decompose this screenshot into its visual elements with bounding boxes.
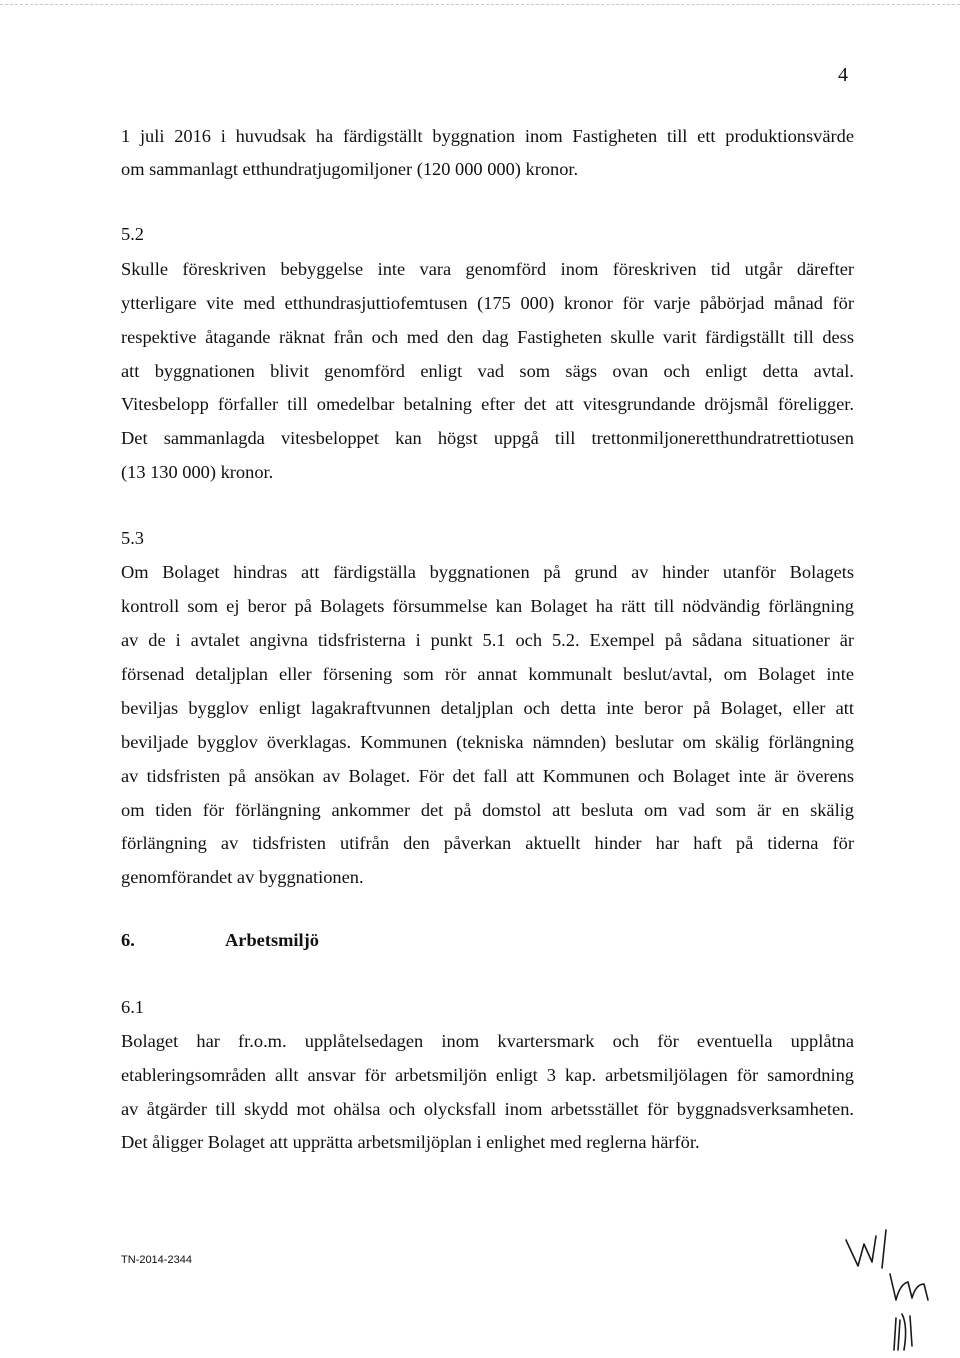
section-5-3-line: försenad detaljplan eller försening som rör annat kommunalt beslut/avtal, om Bolaget inte [121,664,854,684]
page-top-edge [0,4,960,5]
section-5-3-line: av de i avtalet angivna tidsfristerna i punkt 5.1 och 5.2. Exempel på sådana situationer är [121,630,854,650]
section-5-2-line: Det sammanlagda vitesbeloppet kan högst uppgå till trettonmiljoneretthundratrettiotusen [121,428,854,448]
intro-line-2: om sammanlagt etthundratjugomiljoner (120 000 000) kronor. [121,159,579,179]
section-5-2-line: respektive åtagande räknat från och med den dag Fastigheten skulle varit färdigställt till dess [121,327,854,347]
intro-line-1: 1 juli 2016 i huvudsak ha färdigställt byggnation inom Fastigheten till ett produktionsvärde [121,126,854,146]
section-5-2-line: ytterligare vite med etthundrasjuttiofemtusen (175 000) kronor för varje påbörjad månad för [121,293,854,313]
section-5-3-line: om tiden för förlängning ankommer det på domstol att besluta om vad som är en skälig [121,800,854,820]
section-5-3-line: beviljas bygglov enligt lagakraftvunnen detaljplan och detta inte beror på Bolaget, eller att [121,698,854,718]
section-5-3-line: kontroll som ej beror på Bolagets försummelse kan Bolaget ha rätt till nödvändig förlängning [121,596,854,616]
section-6-title: Arbetsmiljö [225,930,319,950]
section-5-3-line: av tidsfristen på ansökan av Bolaget. För det fall att Kommunen och Bolaget inte är överens [121,766,854,786]
page-number: 4 [838,64,848,86]
section-6-1-line: av åtgärder till skydd mot ohälsa och olycksfall inom arbetsstället för byggnadsverksamheten. [121,1099,854,1119]
section-6-1-line: etableringsområden allt ansvar för arbetsmiljön enligt 3 kap. arbetsmiljölagen för samordning [121,1065,854,1085]
handwritten-initials [838,1218,938,1354]
initials-stroke-2 [882,1230,886,1268]
section-5-2-line: (13 130 000) kronor. [121,462,274,482]
section-5-3-number: 5.3 [121,528,144,548]
initials-stroke-3 [890,1274,928,1300]
section-6-number: 6. [121,930,135,950]
section-6-1-number: 6.1 [121,997,144,1017]
initials-stroke-4 [894,1314,912,1350]
section-5-2-line: Skulle föreskriven bebyggelse inte vara genomförd inom föreskriven tid utgår därefter [121,259,854,279]
section-5-2-number: 5.2 [121,224,144,244]
document-code: TN-2014-2344 [121,1254,192,1266]
section-5-3-line: Om Bolaget hindras att färdigställa byggnationen på grund av hinder utanför Bolagets [121,562,854,582]
section-5-3-line: beviljade bygglov överklagas. Kommunen (tekniska nämnden) beslutar om skälig förlängning [121,732,854,752]
section-5-3-line: genomförandet av byggnationen. [121,867,364,887]
section-5-2-line: Vitesbelopp förfaller till omedelbar betalning efter det att vitesgrundande dröjsmål föreligger. [121,394,854,414]
section-5-2-line: att byggnationen blivit genomförd enligt vad som sägs ovan och enligt detta avtal. [121,361,854,381]
section-6-1-line: Bolaget har fr.o.m. upplåtelsedagen inom kvartersmark och för eventuella upplåtna [121,1031,854,1051]
section-5-3-line: förlängning av tidsfristen utifrån den påverkan aktuellt hinder har haft på tiderna för [121,833,854,853]
section-6-1-line: Det åligger Bolaget att upprätta arbetsmiljöplan i enlighet med reglerna härför. [121,1132,700,1152]
initials-stroke-1 [846,1236,876,1266]
